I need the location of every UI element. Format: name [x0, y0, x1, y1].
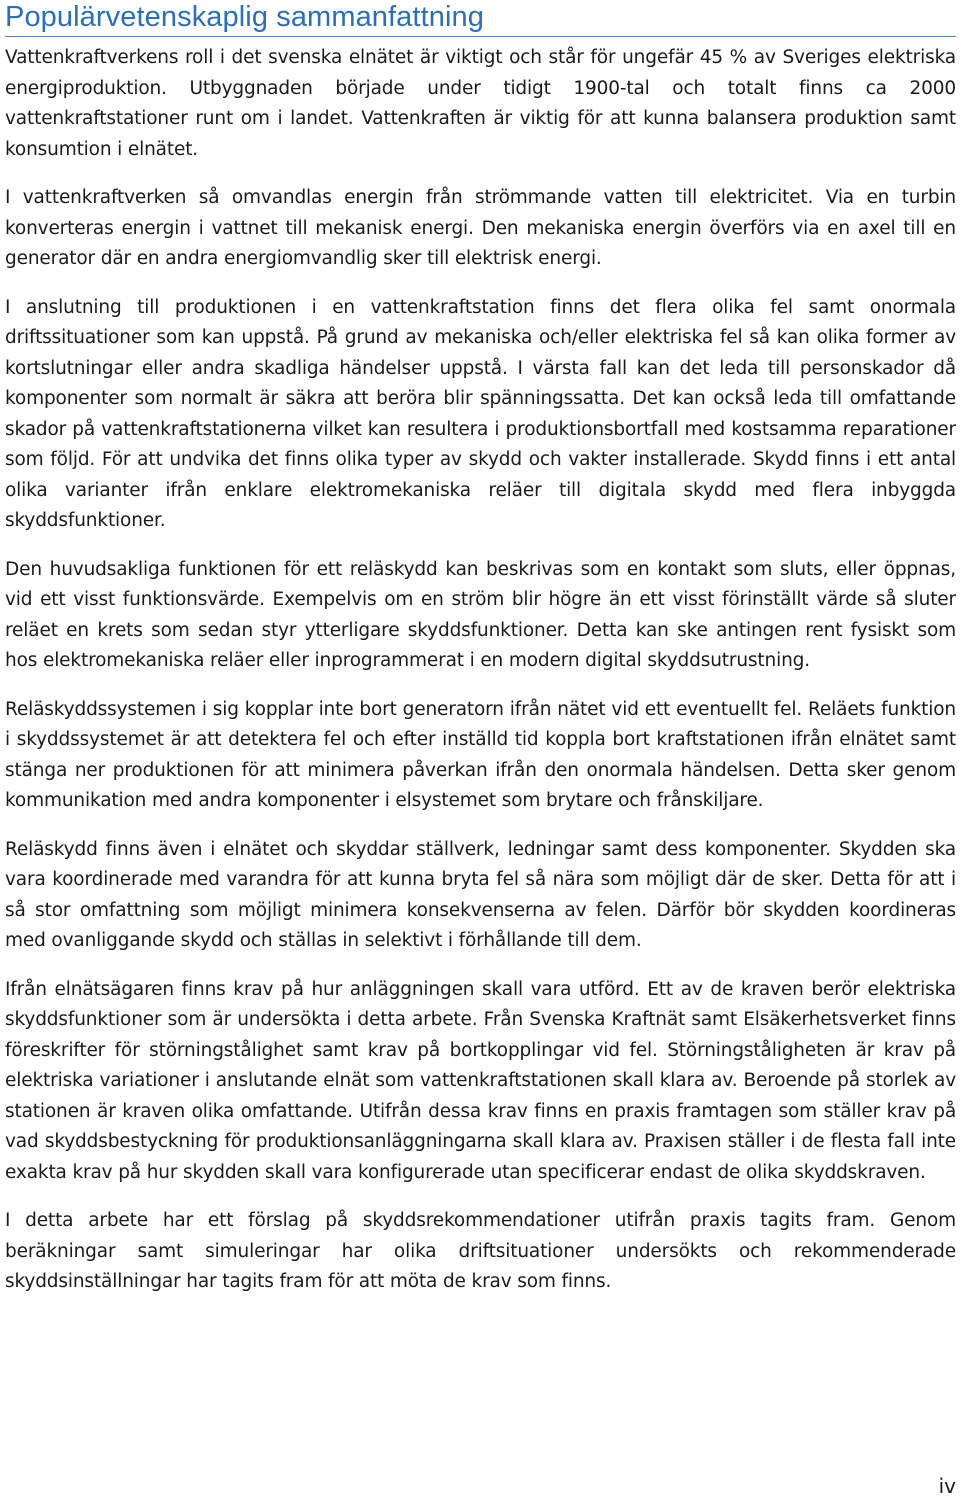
- paragraph-4: Den huvudsakliga funktionen för ett reläskydd kan beskrivas som en kontakt som sluts, eller öppnas, vid ett visst funktionsvärde. Exempelvis om en ström blir högre än ett visst förinställt värde så sluter reläet en krets som sedan styr ytterligare skyddsfunktioner. Detta kan ske antingen rent fysiskt som hos elektromekaniska reläer eller inprogrammerat i en modern digital skyddsutrustning.: [5, 558, 956, 671]
- paragraph-8: I detta arbete har ett förslag på skyddsrekommendationer utifrån praxis tagits fram. Genom beräkningar samt simuleringar har olika driftsituationer undersökts och rekommenderade skyddsinställningar har tagits fram för att möta de krav som finns.: [5, 1210, 956, 1292]
- paragraph-2: I vattenkraftverken så omvandlas energin från strömmande vatten till elektricitet. Via en turbin konverteras energin i vattnet till mekanisk energi. Den mekaniska energin överförs via en axel till en generator där en andra energiomvandlig sker till elektrisk energi.: [5, 187, 956, 269]
- paragraph-6: Reläskydd finns även i elnätet och skyddar ställverk, ledningar samt dess komponenter. Skydden ska vara koordinerade med varandra för att kunna bryta fel så nära som möjligt där de sker. Detta för att i så stor omfattning som möjligt minimera konsekvenserna av felen. Därför bör skydden koordineras med ovanliggande skydd och ställas in selektivt i förhållande till dem.: [5, 838, 956, 951]
- paragraph-3: I anslutning till produktionen i en vattenkraftstation finns det flera olika fel samt onormala driftssituationer som kan uppstå. På grund av mekaniska och/eller elektriska fel så kan olika former av kortslutningar eller andra skadliga händelser uppstå. I värsta fall kan det leda till personskador då komponenter som normalt är säkra att beröra blir spänningssatta. Det kan också leda till omfattande skador på vattenkraftstationerna vilket kan resultera i produktionsbortfall med kostsamma reparationer som följd. För att undvika det finns olika typer av skydd och vakter installerade. Skydd finns i ett antal olika varianter ifrån enklare elektromekaniska reläer till digitala skydd med flera inbyggda skyddsfunktioner.: [5, 296, 956, 531]
- paragraph-1: Vattenkraftverkens roll i det svenska elnätet är viktigt och står för ungefär 45 % av Sveriges elektriska energiproduktion. Utbyggnaden började under tidigt 1900-tal och totalt finns ca 2000 vattenkraftstationer runt om i landet. Vattenkraften är viktig för att kunna balansera produktion samt konsumtion i elnätet.: [5, 47, 956, 160]
- page-title: Populärvetenskaplig sammanfattning: [5, 0, 956, 37]
- page-number: iv: [938, 1474, 956, 1498]
- paragraph-5: Reläskyddssystemen i sig kopplar inte bort generatorn ifrån nätet vid ett eventuellt fel. Reläets funktion i skyddssystemet är att detektera fel och efter inställd tid koppla bort kraftstationen ifrån elnätet samt stänga ner produktionen för att minimera påverkan ifrån den onormala händelsen. Detta sker genom kommunikation med andra komponenter i elsystemet som brytare och frånskiljare.: [5, 698, 956, 811]
- paragraph-7: Ifrån elnätsägaren finns krav på hur anläggningen skall vara utförd. Ett av de kraven berör elektriska skyddsfunktioner som är undersökta i detta arbete. Från Svenska Kraftnät samt Elsäkerhetsverket finns föreskrifter för störningstålighet samt krav på bortkopplingar vid fel. Störningståligheten är krav på elektriska variationer i anslutande elnät som vattenkraftstationen skall klara av. Beroende på storlek av stationen är kraven olika omfattande. Utifrån dessa krav finns en praxis framtagen som ställer krav på vad skyddsbestyckning för produktionsanläggningarna skall klara av. Praxisen ställer i de flesta fall inte exakta krav på hur skydden skall vara konfigurerade utan specificerar endast de olika skyddskraven.: [5, 978, 956, 1183]
